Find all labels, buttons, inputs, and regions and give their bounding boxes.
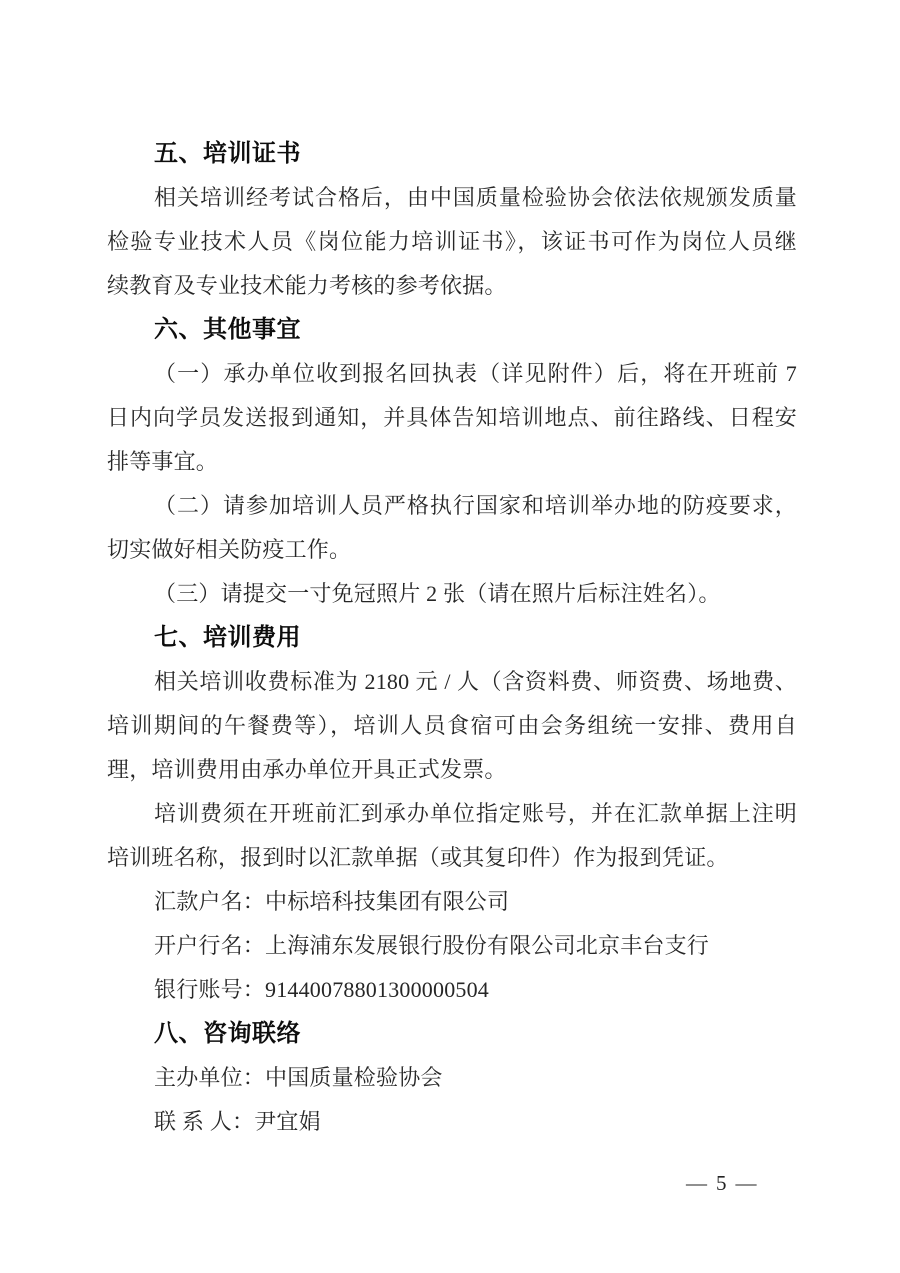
paragraph-line: 排等事宜。 [107, 449, 219, 474]
paragraph-line: 培训期间的午餐费等），培训人员食宿可由会务组统一安排、费用自 [107, 713, 797, 738]
info-line: 主办单位：中国质量检验协会 [154, 1065, 443, 1090]
section-heading: 七、培训费用 [154, 624, 301, 651]
info-line: 联 系 人：尹宜娟 [154, 1109, 321, 1134]
section-heading: 六、其他事宜 [154, 316, 301, 343]
page-number: 5 [716, 1171, 727, 1195]
paragraph-line: 培训班名称，报到时以汇款单据（或其复印件）作为报到凭证。 [107, 845, 729, 870]
paragraph-line: 切实做好相关防疫工作。 [107, 537, 352, 562]
info-line: 开户行名：上海浦东发展银行股份有限公司北京丰台支行 [154, 933, 710, 958]
section-heading: 八、咨询联络 [154, 1020, 301, 1047]
paragraph-line: （二）请参加培训人员严格执行国家和培训举办地的防疫要求， [154, 493, 797, 518]
page-footer [686, 1170, 757, 1196]
section-consultation-contact [107, 1012, 797, 1144]
paragraph-line: 续教育及专业技术能力考核的参考依据。 [107, 273, 507, 298]
section-training-certificate [107, 132, 797, 308]
paragraph-line: 相关培训收费标准为 2180 元 / 人（含资料费、师资费、场地费、 [154, 669, 797, 694]
paragraph-line: （三）请提交一寸免冠照片 2 张（请在照片后标注姓名）。 [154, 581, 721, 606]
paragraph-line: 理，培训费用由承办单位开具正式发票。 [107, 757, 507, 782]
paragraph-line: （一）承办单位收到报名回执表（详见附件）后，将在开班前 7 [154, 361, 797, 386]
info-line: 汇款户名：中标培科技集团有限公司 [154, 889, 510, 914]
section-heading: 五、培训证书 [154, 140, 301, 167]
section-other-matters [107, 308, 797, 616]
section-training-fees [107, 616, 797, 1012]
paragraph-line: 相关培训经考试合格后，由中国质量检验协会依法依规颁发质量 [154, 185, 797, 210]
paragraph-line: 培训费须在开班前汇到承办单位指定账号，并在汇款单据上注明 [154, 801, 797, 826]
info-line: 银行账号：91440078801300000504 [154, 977, 490, 1002]
document-content [107, 132, 797, 1144]
paragraph-line: 检验专业技术人员《岗位能力培训证书》，该证书可作为岗位人员继 [107, 229, 797, 254]
footer-dash-left: — [686, 1171, 707, 1195]
footer-dash-right: — [735, 1171, 757, 1195]
paragraph-line: 日内向学员发送报到通知，并具体告知培训地点、前往路线、日程安 [107, 405, 797, 430]
